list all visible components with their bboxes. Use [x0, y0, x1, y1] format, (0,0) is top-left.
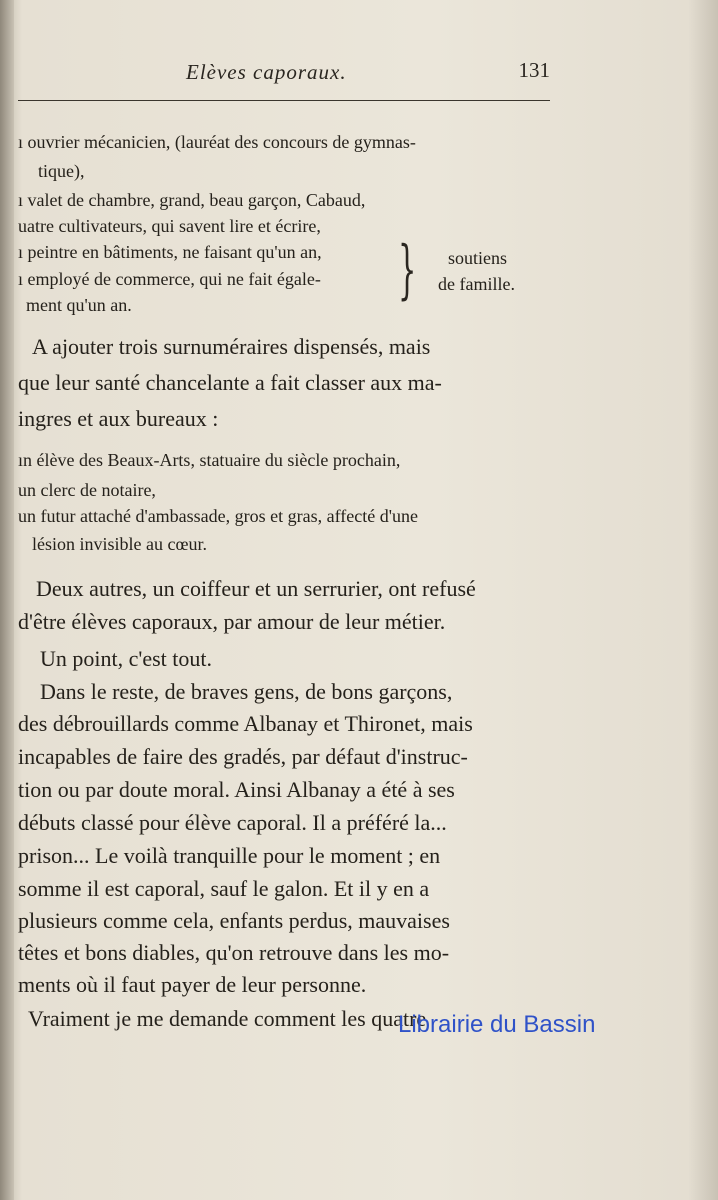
- paragraph-line: Deux autres, un coiffeur et un serrurier, ont refusé: [36, 576, 476, 601]
- surnumerary-list: [18, 450, 563, 560]
- list-item: uatre cultivateurs, qui savent lire et écrire,: [18, 216, 321, 236]
- list-item: ı peintre en bâtiments, ne faisant qu'un an,: [18, 242, 322, 262]
- paragraph-line: Dans le reste, de braves gens, de bons garçons,: [40, 679, 453, 704]
- list-item: un futur attaché d'ambassade, gros et gras, affecté d'une: [18, 506, 418, 526]
- paragraph-line: Un point, c'est tout.: [40, 646, 213, 671]
- brace-note-line: de famille.: [438, 274, 515, 294]
- paragraph-line: plusieurs comme cela, enfants perdus, mauvaises: [18, 908, 450, 933]
- list-item: lésion invisible au cœur.: [32, 534, 207, 554]
- curly-brace: }: [398, 233, 417, 307]
- paragraph-line: prison... Le voilà tranquille pour le moment ; en: [18, 843, 441, 868]
- paragraph-line: débuts classé pour élève caporal. Il a préféré la...: [18, 810, 447, 835]
- list-item: tique),: [38, 161, 85, 181]
- seller-watermark: Librairie du Bassin: [398, 1011, 596, 1038]
- paragraph-line: ments où il faut payer de leur personne.: [18, 972, 367, 997]
- paragraph-line: tion ou par doute moral. Ainsi Albanay a été à ses: [18, 777, 455, 802]
- paragraph-line: somme il est caporal, sauf le galon. Et il y en a: [18, 876, 430, 901]
- book-gutter: [0, 0, 14, 1200]
- list-item: ı ouvrier mécanicien, (lauréat des concours de gymnas-: [18, 132, 416, 152]
- paragraph-line: ingres et aux bureaux :: [18, 406, 219, 431]
- brace-note-line: soutiens: [448, 248, 508, 268]
- header-rule: [18, 100, 550, 101]
- list-item: ment qu'un an.: [26, 295, 132, 315]
- paragraph: [18, 334, 558, 434]
- list-item: ın élève des Beaux-Arts, statuaire du siècle prochain,: [18, 450, 401, 470]
- page-header: [18, 56, 550, 86]
- page-number: 131: [518, 58, 550, 82]
- paragraph-line: A ajouter trois surnuméraires dispensés, mais: [32, 334, 431, 359]
- paragraph-line: Vraiment je me demande comment les quatre: [28, 1006, 427, 1031]
- paragraph-line: que leur santé chancelante a fait classer aux ma-: [18, 370, 442, 395]
- page-edge-shadow: [688, 0, 718, 1200]
- list-item: un clerc de notaire,: [18, 480, 156, 500]
- list-item: ı valet de chambre, grand, beau garçon, Cabaud,: [18, 190, 366, 210]
- paragraph-line: d'être élèves caporaux, par amour de leur métier.: [18, 609, 446, 634]
- paragraph-line: têtes et bons diables, qu'on retrouve dans les mo-: [18, 940, 450, 965]
- paragraph-line: incapables de faire des gradés, par défaut d'instruc-: [18, 744, 468, 769]
- running-head: Elèves caporaux.: [186, 60, 347, 84]
- paragraph: [18, 576, 563, 1036]
- paragraph-line: des débrouillards comme Albanay et Thironet, mais: [18, 711, 473, 736]
- list-item: ı employé de commerce, qui ne fait égale-: [18, 269, 321, 289]
